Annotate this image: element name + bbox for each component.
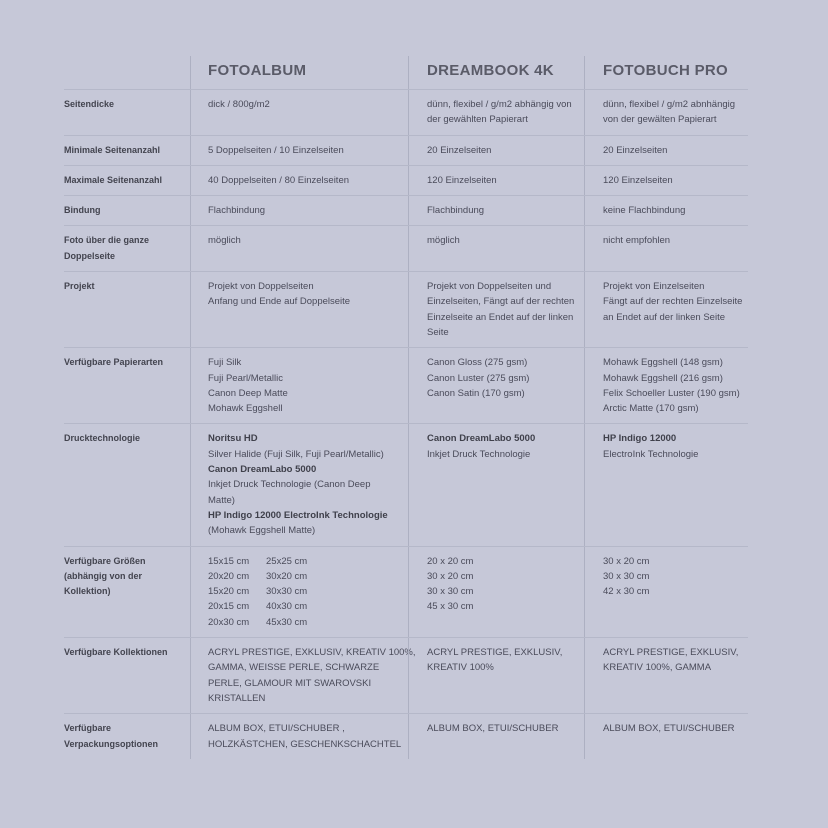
cell-line-bold: Canon DreamLabo 5000 [208, 464, 317, 476]
cell-line: Canon Gloss (275 gsm) [427, 357, 528, 369]
cell-line: ACRYL PRESTIGE, EXKLUSIV, KREATIV 100%, [208, 647, 416, 659]
cell-line-bold: Canon DreamLabo 5000 [427, 433, 536, 445]
cell-fotobuch-pro [584, 226, 748, 271]
cell-line: an Endet auf der linken Seite [603, 311, 726, 323]
cell-line: dünn, flexibel / g/m2 abhängig von [427, 99, 572, 110]
label-line: Verfügbare [64, 723, 112, 734]
cell-dreambook [408, 272, 584, 347]
cell-fotobuch-pro [584, 166, 748, 195]
row-label [64, 272, 190, 347]
row-bindung [64, 195, 748, 225]
row-minimale-seitenanzahl [64, 135, 748, 165]
cell-line: dick / 800g/m2 [208, 99, 270, 110]
cell-line: ALBUM BOX, ETUI/SCHUBER [603, 723, 735, 735]
label-line: Kollektion) [64, 586, 111, 597]
row-label [64, 166, 190, 195]
cell-line: Mohawk Eggshell (216 gsm) [603, 372, 723, 384]
row-maximale-seitenanzahl [64, 165, 748, 195]
label-line: Verfügbare Größen [64, 555, 146, 566]
cell-line: 30 x 20 cm [427, 570, 474, 582]
row-kollektionen [64, 637, 748, 713]
cell-line: ALBUM BOX, ETUI/SCHUBER , [208, 723, 345, 735]
cell-fotoalbum [190, 638, 416, 713]
row-seitendicke [64, 89, 748, 135]
size-value: 30x30 cm [266, 586, 308, 598]
cell-dreambook [408, 638, 584, 713]
size-pair [208, 554, 404, 569]
row-groessen [64, 546, 748, 637]
cell-line: Mohawk Eggshell (148 gsm) [603, 357, 723, 369]
row-label [64, 90, 190, 135]
cell-line: 20 Einzelseiten [603, 144, 668, 156]
size-value: 20x15 cm [208, 601, 250, 613]
cell-fotoalbum [190, 90, 408, 135]
row-projekt [64, 271, 748, 347]
cell-fotoalbum [190, 424, 408, 545]
row-label [64, 196, 190, 225]
cell-line: Flachbindung [208, 205, 266, 217]
cell-line: Projekt von Einzelseiten [603, 281, 705, 293]
table-header [64, 56, 748, 89]
cell-dreambook [408, 90, 584, 135]
row-label [64, 226, 190, 271]
size-pair [208, 584, 404, 599]
cell-line: 30 x 30 cm [603, 570, 650, 582]
cell-fotobuch-pro [584, 547, 748, 637]
cell-line: Canon Deep Matte [208, 387, 288, 399]
label-line: Verfügbare Kollektionen [64, 647, 168, 658]
cell-line: möglich [427, 235, 460, 247]
label-line: Foto über die ganze [64, 235, 150, 246]
header-fotoalbum: FOTOALBUM [190, 56, 408, 89]
cell-line: Matte) [208, 494, 235, 506]
cell-line: Seite [427, 326, 449, 338]
cell-dreambook [408, 196, 584, 225]
row-foto-doppelseite [64, 225, 748, 271]
cell-line: 120 Einzelseiten [427, 174, 497, 186]
cell-line-bold: HP Indigo 12000 ElectroInk Technologie [208, 509, 388, 521]
cell-dreambook [408, 348, 584, 423]
cell-line: Flachbindung [427, 205, 485, 217]
cell-fotoalbum [190, 196, 408, 225]
cell-line: Einzelseiten, Fängt auf der rechten [427, 296, 575, 308]
cell-line: KREATIV 100%, GAMMA [603, 662, 712, 674]
cell-line: HOLZKÄSTCHEN, GESCHENKSCHACHTEL [208, 738, 402, 750]
cell-line: möglich [208, 235, 241, 247]
cell-line: Canon Luster (275 gsm) [427, 372, 530, 384]
cell-fotobuch-pro [584, 424, 748, 545]
cell-dreambook [408, 424, 584, 545]
cell-fotobuch-pro [584, 638, 748, 713]
cell-dreambook [408, 547, 584, 637]
cell-fotobuch-pro [584, 348, 748, 423]
cell-line: Anfang und Ende auf Doppelseite [208, 296, 351, 308]
cell-fotobuch-pro [584, 272, 748, 347]
cell-line: Canon Satin (170 gsm) [427, 387, 525, 399]
label-line: (abhängig von der [64, 570, 143, 581]
cell-fotoalbum [190, 226, 408, 271]
cell-line: Fuji Silk [208, 357, 242, 369]
cell-line: Felix Schoeller Luster (190 gsm) [603, 387, 740, 399]
label-line: Doppelseite [64, 250, 116, 261]
cell-fotobuch-pro [584, 90, 748, 135]
row-drucktechnologie [64, 423, 748, 545]
row-label [64, 136, 190, 165]
cell-dreambook [408, 714, 584, 759]
cell-line: Silver Halide (Fuji Silk, Fuji Pearl/Metallic) [208, 448, 384, 460]
cell-line: 120 Einzelseiten [603, 174, 673, 186]
cell-fotobuch-pro [584, 136, 748, 165]
cell-fotoalbum [190, 714, 408, 759]
cell-fotoalbum [190, 272, 408, 347]
size-pair [208, 569, 404, 584]
cell-line: von der gewälten Papierart [603, 114, 717, 126]
cell-line: 30 x 20 cm [603, 555, 650, 567]
row-label [64, 714, 190, 759]
cell-line: Inkjet Druck Technologie [427, 448, 531, 460]
label-line: Seitendicke [64, 99, 115, 109]
cell-line: (Mohawk Eggshell Matte) [208, 525, 316, 537]
cell-dreambook [408, 226, 584, 271]
row-verpackungsoptionen [64, 713, 748, 759]
cell-line: nicht empfohlen [603, 235, 671, 247]
cell-line: 42 x 30 cm [603, 586, 650, 598]
cell-fotoalbum [190, 166, 408, 195]
header-dreambook-4k: DREAMBOOK 4K [408, 56, 584, 89]
label-line: Minimale Seitenanzahl [64, 144, 161, 155]
cell-fotoalbum [190, 547, 408, 637]
cell-dreambook [408, 136, 584, 165]
cell-line: dünn, flexibel / g/m2 abnhängig [603, 99, 736, 110]
cell-line: keine Flachbindung [603, 205, 686, 217]
size-value: 20x30 cm [208, 616, 250, 628]
cell-line-bold: HP Indigo 12000 [603, 433, 677, 445]
cell-line: 45 x 30 cm [427, 601, 474, 613]
label-line: Verpackungsoptionen [64, 738, 159, 749]
cell-line: PERLE, GLAMOUR MIT SWAROVSKI [208, 677, 372, 689]
cell-fotobuch-pro [584, 196, 748, 225]
cell-line: 20 Einzelseiten [427, 144, 492, 156]
size-value: 15x15 cm [208, 555, 250, 567]
cell-line: Projekt von Doppelseiten und [427, 281, 552, 293]
cell-line: GAMMA, WEISSE PERLE, SCHWARZE [208, 662, 380, 674]
row-papierarten [64, 347, 748, 423]
label-line: Bindung [64, 205, 101, 216]
label-line: Projekt [64, 281, 95, 292]
cell-fotoalbum [190, 136, 408, 165]
size-value: 40x30 cm [266, 601, 308, 613]
cell-line: Inkjet Druck Technologie (Canon Deep [208, 479, 371, 491]
size-pair [208, 599, 404, 614]
header-fotobuch-pro: FOTOBUCH PRO [584, 56, 748, 89]
cell-line: Einzelseite an Endet auf der linken [427, 311, 574, 323]
cell-line: 40 Doppelseiten / 80 Einzelseiten [208, 174, 350, 186]
cell-line: ALBUM BOX, ETUI/SCHUBER [427, 723, 559, 735]
cell-line: 30 x 30 cm [427, 586, 474, 598]
row-label [64, 348, 190, 423]
row-label [64, 547, 190, 637]
cell-line: Fängt auf der rechten Einzelseite [603, 296, 743, 308]
label-line: Verfügbare Papierarten [64, 357, 164, 368]
cell-dreambook [408, 166, 584, 195]
cell-line: ACRYL PRESTIGE, EXKLUSIV, [603, 647, 739, 659]
size-value: 25x25 cm [266, 555, 308, 567]
cell-line: ElectroInk Technologie [603, 448, 699, 460]
row-label [64, 638, 190, 713]
cell-line: ACRYL PRESTIGE, EXKLUSIV, [427, 647, 563, 659]
size-pair [208, 615, 404, 630]
cell-line-bold: Noritsu HD [208, 433, 258, 445]
header-spacer [64, 56, 190, 89]
cell-line: 5 Doppelseiten / 10 Einzelseiten [208, 144, 344, 156]
cell-line: Fuji Pearl/Metallic [208, 372, 283, 384]
size-value: 20x20 cm [208, 570, 250, 582]
cell-line: Mohawk Eggshell [208, 403, 283, 415]
label-line: Maximale Seitenanzahl [64, 174, 163, 185]
size-value: 45x30 cm [266, 616, 308, 628]
cell-line: Projekt von Doppelseiten [208, 281, 314, 293]
cell-line: KRISTALLEN [208, 692, 266, 704]
cell-line: der gewählten Papierart [427, 114, 528, 126]
comparison-table [64, 56, 748, 759]
cell-fotoalbum [190, 348, 408, 423]
label-line: Drucktechnologie [64, 433, 141, 444]
size-value: 30x20 cm [266, 570, 308, 582]
row-label [64, 424, 190, 545]
cell-line: 20 x 20 cm [427, 555, 474, 567]
cell-fotobuch-pro [584, 714, 748, 759]
size-value: 15x20 cm [208, 586, 250, 598]
cell-line: KREATIV 100% [427, 662, 494, 674]
cell-line: Arctic Matte (170 gsm) [603, 403, 699, 415]
